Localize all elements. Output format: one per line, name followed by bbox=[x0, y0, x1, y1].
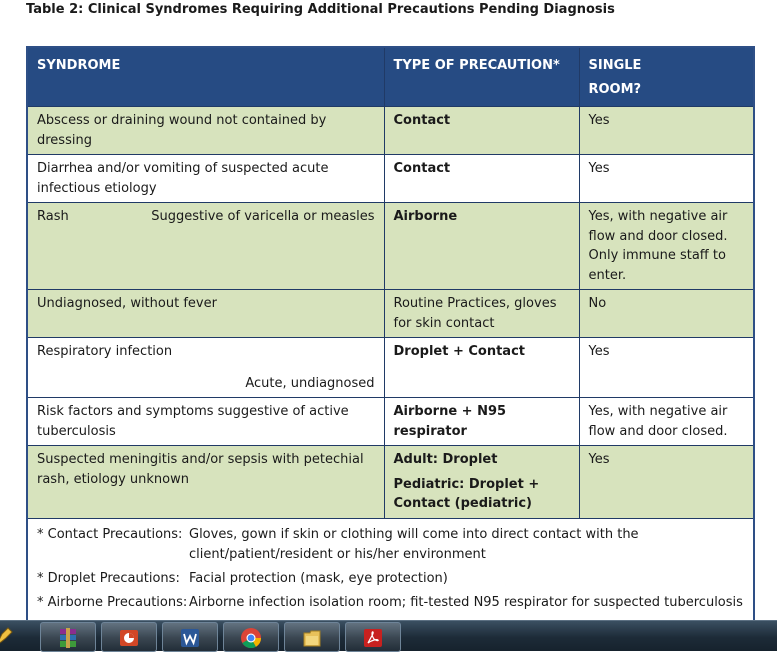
taskbar-chrome-button[interactable] bbox=[223, 622, 279, 652]
header-single-room bbox=[579, 47, 754, 107]
cell-syndrome: Abscess or draining wound not contained by dressing bbox=[27, 107, 384, 155]
pdf-icon bbox=[362, 627, 384, 649]
cell-syndrome: Undiagnosed, without fever bbox=[27, 290, 384, 338]
table-row bbox=[27, 338, 754, 398]
cell-syndrome: Diarrhea and/or vomiting of suspected acute infectious etiology bbox=[27, 155, 384, 203]
table-row bbox=[27, 203, 754, 290]
table-row bbox=[27, 290, 754, 338]
cell-type: Contact bbox=[384, 155, 579, 203]
powerpoint-icon bbox=[118, 627, 140, 649]
taskbar-winrar-button[interactable] bbox=[40, 622, 96, 652]
header-type-of-precaution: TYPE OF PRECAUTION* bbox=[384, 47, 579, 107]
folder-icon bbox=[301, 627, 323, 649]
cell-type: Airborne bbox=[384, 203, 579, 290]
taskbar-folder-button[interactable] bbox=[284, 622, 340, 652]
cell-single-room: No bbox=[579, 290, 754, 338]
cell-type: Airborne + N95 respirator bbox=[384, 398, 579, 446]
note-airborne bbox=[37, 593, 745, 613]
cell-single-room: Yes, with negative air flow and door closed. bbox=[579, 398, 754, 446]
cell-syndrome bbox=[27, 203, 384, 290]
cell-syndrome bbox=[27, 338, 384, 398]
cell-type: Routine Practices, gloves for skin contact bbox=[384, 290, 579, 338]
cell-type bbox=[384, 446, 579, 519]
precautions-table-wrapper bbox=[26, 46, 755, 623]
table-row bbox=[27, 155, 754, 203]
notes-cell bbox=[27, 518, 754, 622]
cell-single-room: Yes bbox=[579, 107, 754, 155]
note-label: * Contact Precautions: bbox=[37, 526, 183, 542]
table-row bbox=[27, 107, 754, 155]
cell-type: Contact bbox=[384, 107, 579, 155]
note-droplet bbox=[37, 569, 745, 589]
cell-type: Droplet + Contact bbox=[384, 338, 579, 398]
cell-syndrome: Suspected meningitis and/or sepsis with petechial rash, etiology unknown bbox=[27, 446, 384, 519]
syndrome-main-label: Rash bbox=[37, 209, 69, 224]
type-pediatric: Pediatric: Droplet + Contact (pediatric) bbox=[393, 476, 540, 511]
word-icon bbox=[179, 627, 201, 649]
note-contact bbox=[37, 525, 745, 565]
cell-syndrome: Risk factors and symptoms suggestive of active tuberculosis bbox=[27, 398, 384, 446]
rash-line bbox=[37, 207, 375, 227]
table-row bbox=[27, 446, 754, 519]
cell-single-room: Yes, with negative air flow and door closed. Only immune staff to enter. bbox=[579, 203, 754, 290]
note-text: Airborne infection isolation room; fit-tested N95 respirator for suspected tuberculosis bbox=[189, 594, 743, 610]
chrome-icon bbox=[240, 627, 262, 649]
table-row bbox=[27, 398, 754, 446]
note-text: Facial protection (mask, eye protection) bbox=[189, 570, 448, 586]
precautions-table bbox=[26, 46, 755, 623]
syndrome-sub-label: Suggestive of varicella or measles bbox=[151, 209, 375, 224]
cell-single-room: Yes bbox=[579, 446, 754, 519]
taskbar-pen-button[interactable] bbox=[0, 622, 24, 652]
cell-single-room: Yes bbox=[579, 155, 754, 203]
taskbar-pdf-button[interactable] bbox=[345, 622, 401, 652]
note-label: * Droplet Precautions: bbox=[37, 570, 180, 586]
notes-row bbox=[27, 518, 754, 622]
taskbar bbox=[0, 620, 777, 651]
pen-icon bbox=[0, 626, 16, 648]
note-label: * Airborne Precautions: bbox=[37, 594, 188, 610]
syndrome-sub-label: Acute, undiagnosed bbox=[245, 375, 375, 391]
type-adult: Adult: Droplet bbox=[393, 452, 498, 467]
note-text: Gloves, gown if skin or clothing will come into direct contact with the client/patient/resident or his/her environment bbox=[189, 526, 639, 562]
taskbar-word-button[interactable] bbox=[162, 622, 218, 652]
table-caption: Table 2: Clinical Syndromes Requiring Additional Precautions Pending Diagnosis bbox=[26, 2, 615, 17]
winrar-icon bbox=[57, 627, 79, 649]
header-syndrome: SYNDROME bbox=[27, 47, 384, 107]
syndrome-main-label: Respiratory infection bbox=[37, 344, 173, 359]
cell-single-room: Yes bbox=[579, 338, 754, 398]
header-single-room-line2: ROOM? bbox=[588, 82, 642, 97]
header-single-room-line1: SINGLE bbox=[588, 58, 642, 73]
table-header-row bbox=[27, 47, 754, 107]
taskbar-powerpoint-button[interactable] bbox=[101, 622, 157, 652]
